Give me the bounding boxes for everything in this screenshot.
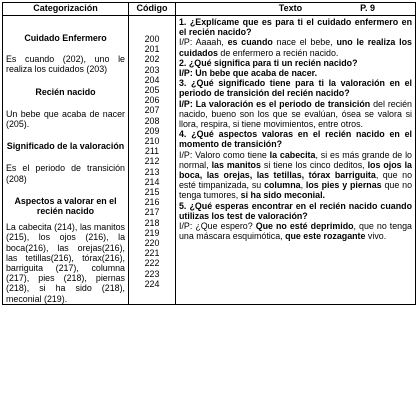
coded-phrase: los pies y piernas: [305, 180, 382, 191]
code-number: 223: [144, 268, 160, 279]
code-number: 216: [144, 197, 160, 208]
answer-text: del recién nacido, bueno son los que se evalúan, ósea se valora si llora, respira, si tiene movimientos, entre otros.: [179, 98, 412, 130]
answer-text: que no tenga tumores,: [179, 180, 412, 201]
answer-text: de enfermero a recién nacido.: [217, 47, 339, 58]
category-title: Recién nacido: [35, 86, 96, 97]
answer-4: [179, 150, 412, 201]
question-1: 1. ¿Explícame que es para ti el cuidado enfermero en el recién nacido?: [179, 17, 412, 38]
category-body: Es el periodo de transición (208): [6, 163, 125, 184]
interview-table: [2, 2, 416, 305]
code-number: 221: [144, 248, 160, 259]
category-title: Significado de la valoración: [6, 141, 125, 152]
coded-phrase: es el periodo de transición: [256, 98, 371, 109]
code-number: 203: [144, 64, 160, 75]
answer-text: I/P: ¿Que espero?: [179, 221, 256, 232]
code-number: 205: [144, 85, 160, 96]
code-number: 214: [144, 176, 160, 187]
code-number: 209: [144, 125, 160, 136]
code-number: 217: [144, 207, 160, 218]
code-number: 202: [144, 54, 160, 65]
answer-5: [179, 221, 412, 241]
body-row: [3, 16, 416, 305]
code-number: 213: [144, 166, 160, 177]
code-number: 208: [144, 115, 160, 126]
code-number: 204: [144, 74, 160, 85]
text-cell: [176, 16, 416, 305]
code-number: 212: [144, 156, 160, 167]
document-page: [2, 2, 415, 410]
code-number: 220: [144, 238, 160, 249]
code-number: 224: [144, 278, 160, 289]
header-row: [3, 3, 416, 16]
category-title: Aspectos a valorar en el recién nacido: [14, 195, 117, 217]
coded-phrase: Que no esté deprimido: [255, 221, 354, 232]
answer-text: I/P: Valoro como tiene: [179, 149, 270, 160]
header-categorizacion: Categorización: [3, 3, 129, 16]
answer-text: , que no esté timpanizada, su: [179, 170, 412, 191]
coded-phrase: columna: [264, 180, 301, 191]
answer-2: I/P: Un bebe que acaba de nacer.: [179, 68, 318, 79]
answer-text: si tiene los cinco deditos,: [260, 159, 368, 170]
answer-3: [179, 99, 412, 130]
coded-phrase: uno le realiza los cuidados: [179, 37, 412, 58]
answer-text: vivo.: [365, 231, 387, 242]
answer-text: I/P: Aaaah,: [179, 37, 228, 48]
category-body: La cabecita (214), las manitos (215), los ojos (216), la boca(216), las orejas(216), las tetillas(216), tórax(216), barriguita (217), columna (217), pies (218), piernas (218), si ha sido (218), meconial (219).: [6, 222, 125, 304]
coded-phrase: los ojos la boca, las orejas, las tetillas, tórax barriguita: [179, 159, 412, 181]
answer-text: I/P: La valoración: [179, 98, 257, 109]
header-texto-label: Texto: [278, 3, 303, 13]
coded-phrase: es cuando: [227, 37, 273, 48]
answer-1: [179, 37, 412, 57]
coded-phrase: las manitos: [211, 159, 261, 170]
codes-cell: [129, 16, 176, 305]
answer-text: , si es más grande de lo normal,: [179, 149, 412, 170]
code-number: 207: [144, 105, 160, 116]
code-number: 200: [144, 34, 160, 44]
question-5: 5. ¿Qué esperas encontrar en el recién nacido cuando utilizas los test de valoración?: [179, 200, 412, 221]
header-texto: [176, 3, 416, 16]
answer-text: nace el bebe,: [272, 37, 337, 48]
question-4: 4. ¿Qué aspectos valoras en el recién nacido en el momento de transición?: [179, 129, 412, 150]
question-2: 2. ¿Qué significa para ti un recién nacido?: [179, 57, 358, 68]
code-number: 215: [144, 187, 160, 198]
code-number: 222: [144, 258, 160, 269]
coded-phrase: la cabecita: [269, 149, 316, 160]
code-number: 210: [144, 136, 160, 147]
coded-phrase: que este rozagante: [285, 231, 366, 242]
question-3: 3. ¿Qué significado tiene para ti la valoración en el periodo de transición del recién nacido?: [179, 78, 412, 99]
code-number: 206: [144, 95, 160, 106]
header-codigo: Código: [129, 3, 176, 16]
code-number: 218: [144, 217, 160, 228]
categories-cell: [3, 16, 129, 305]
code-number: 201: [144, 44, 160, 55]
code-number: 211: [144, 146, 160, 157]
coded-phrase: si ha sido meconial.: [240, 190, 326, 201]
category-title: Cuidado Enfermero: [24, 33, 107, 43]
page-number: P. 9: [360, 3, 375, 13]
answer-text: ,: [300, 180, 306, 191]
category-body: Es cuando (202), uno le realiza los cuidados (203): [6, 54, 125, 75]
answer-text: , que no tenga una máscara esquimótica,: [179, 221, 412, 242]
category-body: Un bebe que acaba de nacer (205).: [6, 108, 125, 130]
code-number: 219: [144, 227, 160, 238]
